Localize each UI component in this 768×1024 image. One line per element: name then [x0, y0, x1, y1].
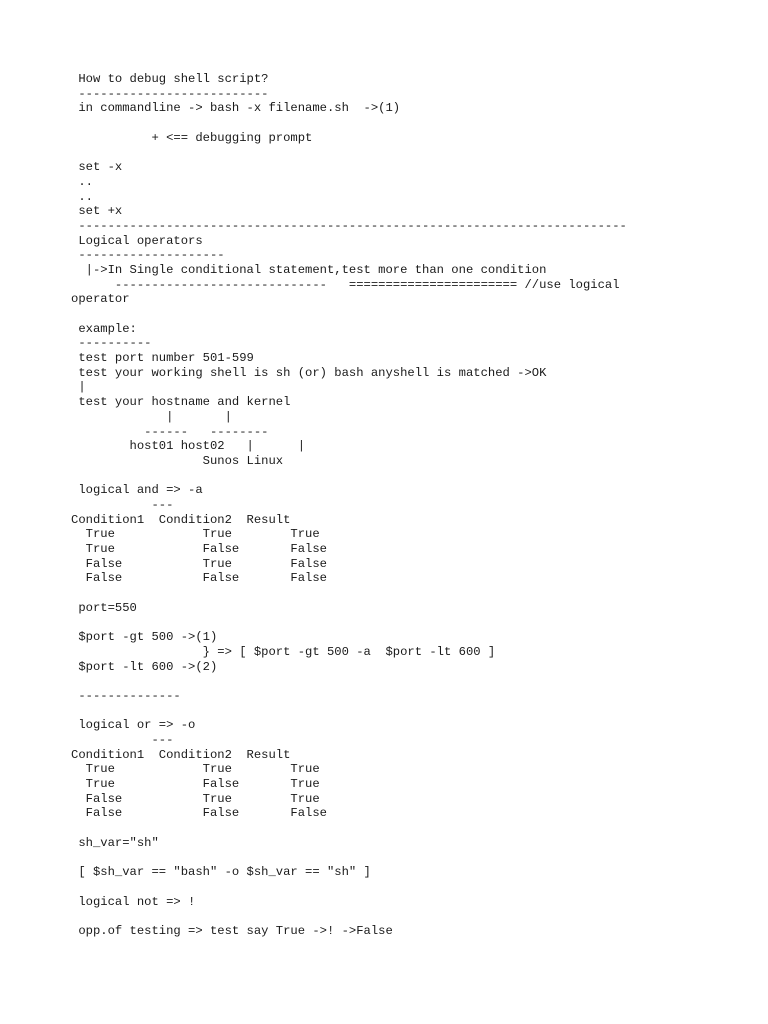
text-line: --------------	[71, 688, 181, 703]
text-line	[71, 880, 627, 895]
text-line: $port -gt 500 ->(1)	[71, 630, 218, 645]
text-line: ..	[71, 174, 93, 189]
text-line: test your working shell is sh (or) bash anyshell is matched ->OK	[71, 365, 547, 380]
text-line	[71, 615, 627, 630]
text-line: example:	[71, 321, 137, 336]
text-line: test your hostname and kernel	[71, 395, 291, 410]
text-line: ---------------------------------------------------------------------------	[71, 218, 627, 233]
text-line: sh_var="sh"	[71, 835, 159, 850]
text-line: |->In Single conditional statement,test more than one condition	[71, 262, 547, 277]
text-line: --------------------------	[71, 86, 269, 101]
text-line: [ $sh_var == "bash" -o $sh_var == "sh" ]	[71, 865, 371, 880]
text-line	[71, 145, 627, 160]
text-line: Condition1 Condition2 Result	[71, 512, 291, 527]
text-line: opp.of testing => test say True ->! ->False	[71, 923, 393, 938]
text-line: ..	[71, 189, 93, 204]
text-line: ----------------------------- ======================= //use logical	[71, 277, 620, 292]
text-line: test port number 501-599	[71, 351, 254, 366]
text-line: ---	[71, 497, 174, 512]
text-line: True False True	[71, 777, 320, 791]
text-line: Condition1 Condition2 Result	[71, 747, 291, 762]
text-line: --------------------	[71, 248, 225, 263]
text-line	[71, 586, 627, 601]
text-line: host01 host02 | |	[71, 439, 306, 454]
text-line: set +x	[71, 204, 123, 219]
text-line: |	[71, 380, 86, 395]
text-line: logical and => -a	[71, 483, 203, 498]
text-line	[71, 909, 627, 924]
text-line: set -x	[71, 160, 123, 175]
text-line	[71, 116, 627, 131]
text-line: logical or => -o	[71, 718, 196, 733]
text-line: operator	[71, 292, 130, 307]
text-line: + <== debugging prompt	[71, 130, 313, 145]
text-line: logical not => !	[71, 894, 196, 909]
text-line: ------ --------	[71, 424, 269, 439]
text-line	[71, 307, 627, 322]
text-line: Logical operators	[71, 233, 203, 248]
text-line	[71, 704, 627, 719]
text-line: port=550	[71, 600, 137, 615]
text-line: ----------	[71, 336, 152, 351]
text-line: False True False	[71, 556, 327, 571]
text-line: False False False	[71, 571, 327, 586]
text-line	[71, 821, 627, 836]
shell-script-notes	[71, 72, 627, 939]
text-line	[71, 469, 627, 484]
text-line: Sunos Linux	[71, 453, 284, 468]
text-line: True False False	[71, 542, 327, 556]
text-line: True True True	[71, 762, 320, 777]
text-line: False False False	[71, 806, 327, 821]
text-line: | |	[71, 409, 232, 424]
text-line: How to debug shell script?	[71, 72, 269, 86]
text-line: in commandline -> bash -x filename.sh ->(1)	[71, 101, 401, 116]
text-line: ---	[71, 732, 174, 747]
text-line: True True True	[71, 527, 320, 542]
text-line	[71, 674, 627, 689]
text-line: } => [ $port -gt 500 -a $port -lt 600 ]	[71, 644, 496, 659]
text-line: $port -lt 600 ->(2)	[71, 659, 218, 674]
text-line	[71, 850, 627, 865]
text-line: False True True	[71, 791, 320, 806]
